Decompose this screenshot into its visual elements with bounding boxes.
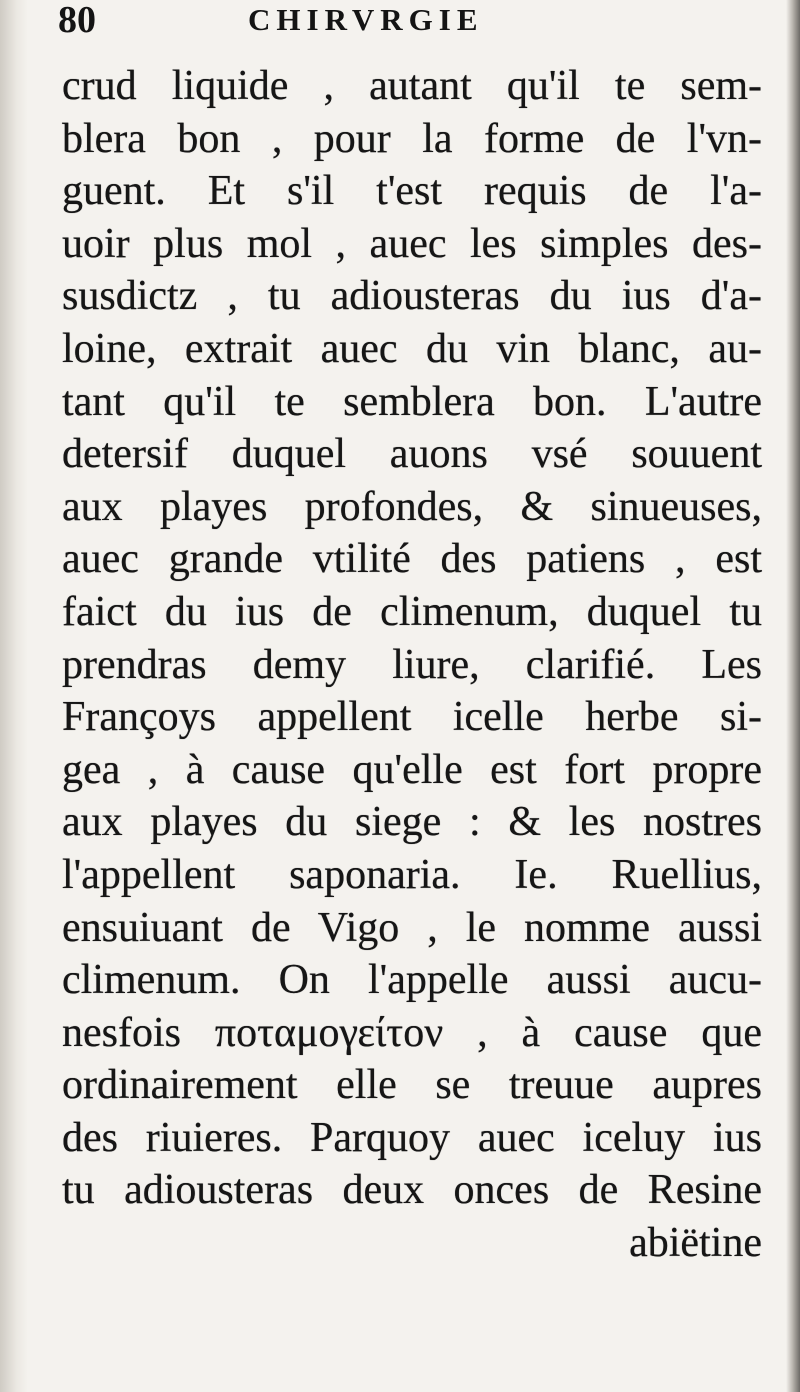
body-text bbox=[62, 60, 762, 1270]
running-head: CHIRVRGIE bbox=[248, 2, 484, 37]
text-line: ordinairement elle se treuue aupres bbox=[62, 1062, 762, 1109]
page-number: 80 bbox=[58, 0, 96, 41]
text-line: guent. Et s'il t'est requis de l'a- bbox=[62, 168, 762, 215]
text-line: auec grande vtilité des patiens , est bbox=[62, 536, 762, 583]
text-line: des riuieres. Parquoy auec iceluy ius bbox=[62, 1114, 762, 1161]
text-line: crud liquide , autant qu'il te sem- bbox=[62, 63, 762, 109]
catchword: abiëtine bbox=[629, 1220, 762, 1267]
page-header bbox=[48, 0, 748, 48]
text-line: aux playes du siege : & les nostres bbox=[62, 799, 762, 846]
text-line: blera bon , pour la forme de l'vn- bbox=[62, 115, 762, 162]
text-line: tu adiousteras deux onces de Resine bbox=[62, 1167, 762, 1214]
text-line: loine, extrait auec du vin blanc, au- bbox=[62, 325, 762, 372]
text-line: uoir plus mol , auec les simples des- bbox=[62, 220, 762, 267]
text-line: Françoys appellent icelle herbe si- bbox=[62, 694, 762, 741]
text-line: susdictz , tu adiousteras du ius d'a- bbox=[62, 273, 762, 320]
text-line: climenum. On l'appelle aussi aucu- bbox=[62, 957, 762, 1004]
text-line: l'appellent saponaria. Ie. Ruellius, bbox=[62, 851, 762, 898]
text-line: aux playes profondes, & sinueuses, bbox=[62, 483, 762, 530]
text-line: faict du ius de climenum, duquel tu bbox=[62, 588, 762, 635]
text-line: ensuiuant de Vigo , le nomme aussi bbox=[62, 904, 762, 951]
text-line: detersif duquel auons vsé souuent bbox=[62, 431, 762, 478]
text-line: prendras demy liure, clarifié. Les bbox=[62, 641, 762, 688]
text-line: tant qu'il te semblera bon. L'autre bbox=[62, 378, 762, 425]
text-line: nesfois ποταμογείτον , à cause que bbox=[62, 1009, 762, 1056]
text-line: gea , à cause qu'elle est fort propre bbox=[62, 746, 762, 793]
